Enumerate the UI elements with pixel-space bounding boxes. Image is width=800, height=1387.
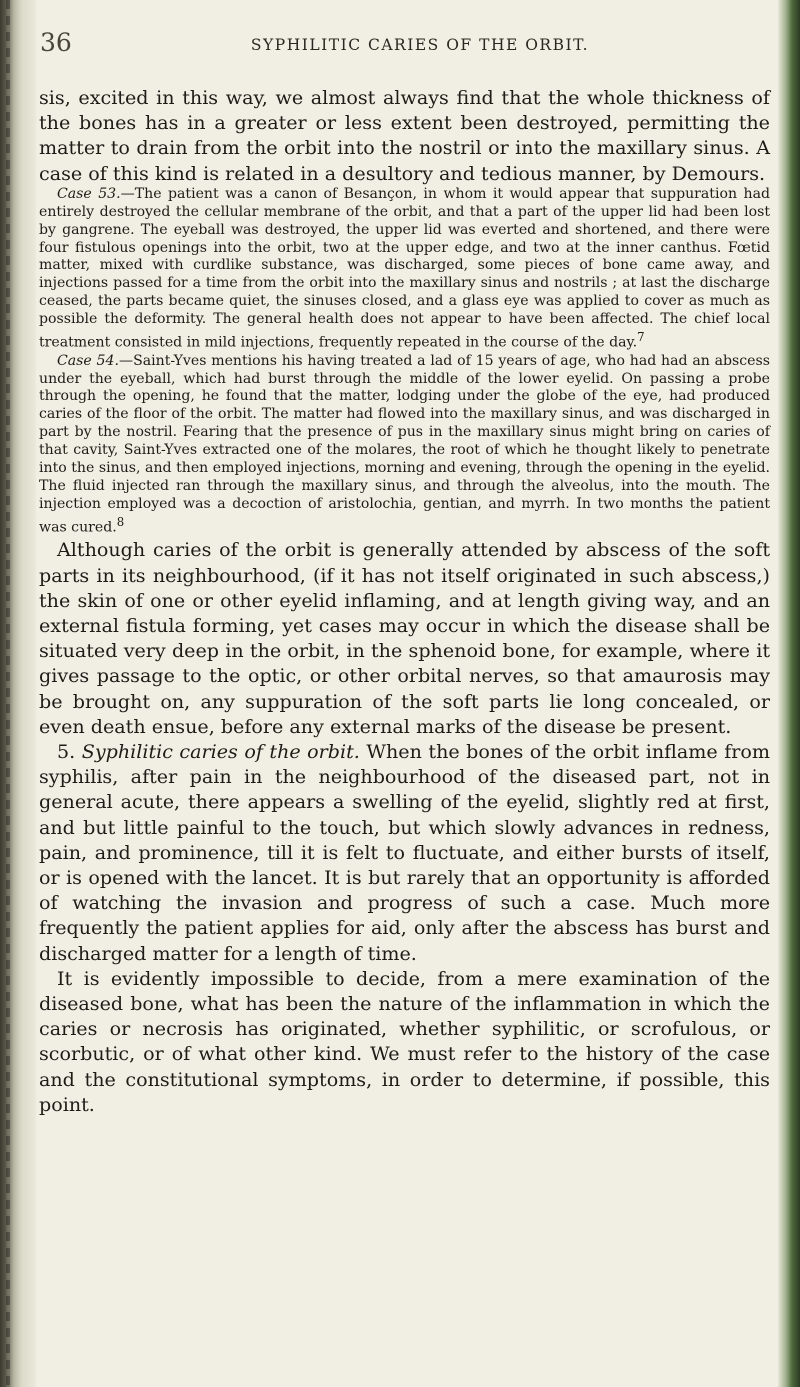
section-5-syphilitic-caries: [39, 739, 770, 966]
running-head: SYPHILITIC CARIES OF THE ORBIT.: [250, 36, 590, 54]
footnote-ref-8: 8: [116, 514, 125, 529]
case-53-text: —The patient was a canon of Besançon, in whom it would appear that suppuration had entirely destroyed the cellular membrane of the orbit, and that a part of the upper lid had been lost by gangrene. The eyeball was destroyed, the upper lid was everted and shortened, and there were four fistulous openings into the orbit, two at the upper edge, and two at the inner canthus. Fœtid matter, mixed with curdlike substance, was discharged, some pieces of bone came away, and injections passed for a time from the orbit into the maxillary sinus and nostrils ; at last the discharge ceased, the parts became quiet, the sinuses closed, and a glass eye was applied to cover as much as possible the deformity. The general health does not appear to have been affected. The chief local treatment consisted in mild injections, frequently repeated in the course of the day.: [39, 185, 770, 351]
page-body: [39, 85, 770, 1117]
case-53-label: Case 53.: [57, 185, 121, 202]
paragraph-continued: sis, excited in this way, we almost always find that the whole thickness of the bones has in a greater or less extent been destroyed, permitting the matter to drain from the orbit into the nostril or into the maxillary sinus. A case of this kind is related in a desultory and tedious manner, by Demours.: [39, 86, 770, 185]
section-5-number: 5.: [57, 740, 76, 764]
page-number: 36: [40, 28, 72, 57]
paragraph-diagnosis: It is evidently impossible to decide, from a mere examination of the diseased bone, what has been the nature of the inflammation in which the caries or necrosis has originated, whether syphilitic, or scrofulous, or scorbutic, or of what other kind. We must refer to the history of the case and the constitutional symptoms, in order to determine, if possible, this point.: [39, 966, 770, 1116]
page-header: [40, 28, 760, 68]
page-fore-edge: [778, 0, 800, 1387]
section-5-title: Syphilitic caries of the orbit.: [81, 740, 360, 764]
section-5-text: When the bones of the orbit inflame from syphilis, after pain in the neighbourhood of the diseased part, not in general acute, there appears a swelling of the eyelid, slightly red at first, and but little painful to the touch, but which slowly advances in redness, pain, and prominence, till it is felt to fluctuate, and either bursts of itself, or is opened with the lancet. It is but rarely that an opportunity is afforded of watching the invasion and progress of such a case. Much more frequently the patient applies for aid, only after the abscess has burst and discharged matter for a length of time.: [39, 740, 770, 965]
case-54-text: —Saint-Yves mentions his having treated a lad of 15 years of age, who had had an abscess under the eyeball, which had burst through the middle of the lower eyelid. On passing a probe through the opening, he found that the matter, lodging under the globe of the eye, had produced caries of the floor of the orbit. The matter had flowed into the maxillary sinus, and was discharged in part by the nostril. Fearing that the presence of pus in the maxillary sinus might bring on caries of that cavity, Saint-Yves extracted one of the molares, the root of which he thought likely to penetrate into the sinus, and then employed injections, morning and evening, through the opening in the eyelid. The fluid injected ran through the maxillary sinus, and through the alveolus, into the mouth. The injection employed was a decoction of aristolochia, gentian, and myrrh. In two months the patient was cured.: [39, 352, 770, 536]
page-binding-edge: [0, 0, 36, 1387]
case-54: [39, 353, 770, 538]
footnote-ref-7: 7: [637, 330, 645, 345]
case-54-label: Case 54.: [57, 352, 119, 369]
case-53: [39, 186, 770, 353]
paragraph-orbit-caries: Although caries of the orbit is generally attended by abscess of the soft parts in its neighbourhood, (if it has not itself originated in such abscess,) the skin of one or other eyelid inflaming, and at length giving way, and an external fistula forming, yet cases may occur in which the disease shall be situated very deep in the orbit, in the sphenoid bone, for example, where it gives passage to the optic, or other orbital nerves, so that amaurosis may be brought on, any suppuration of the soft parts lie long concealed, or even death ensue, before any external marks of the disease be present.: [39, 538, 770, 738]
